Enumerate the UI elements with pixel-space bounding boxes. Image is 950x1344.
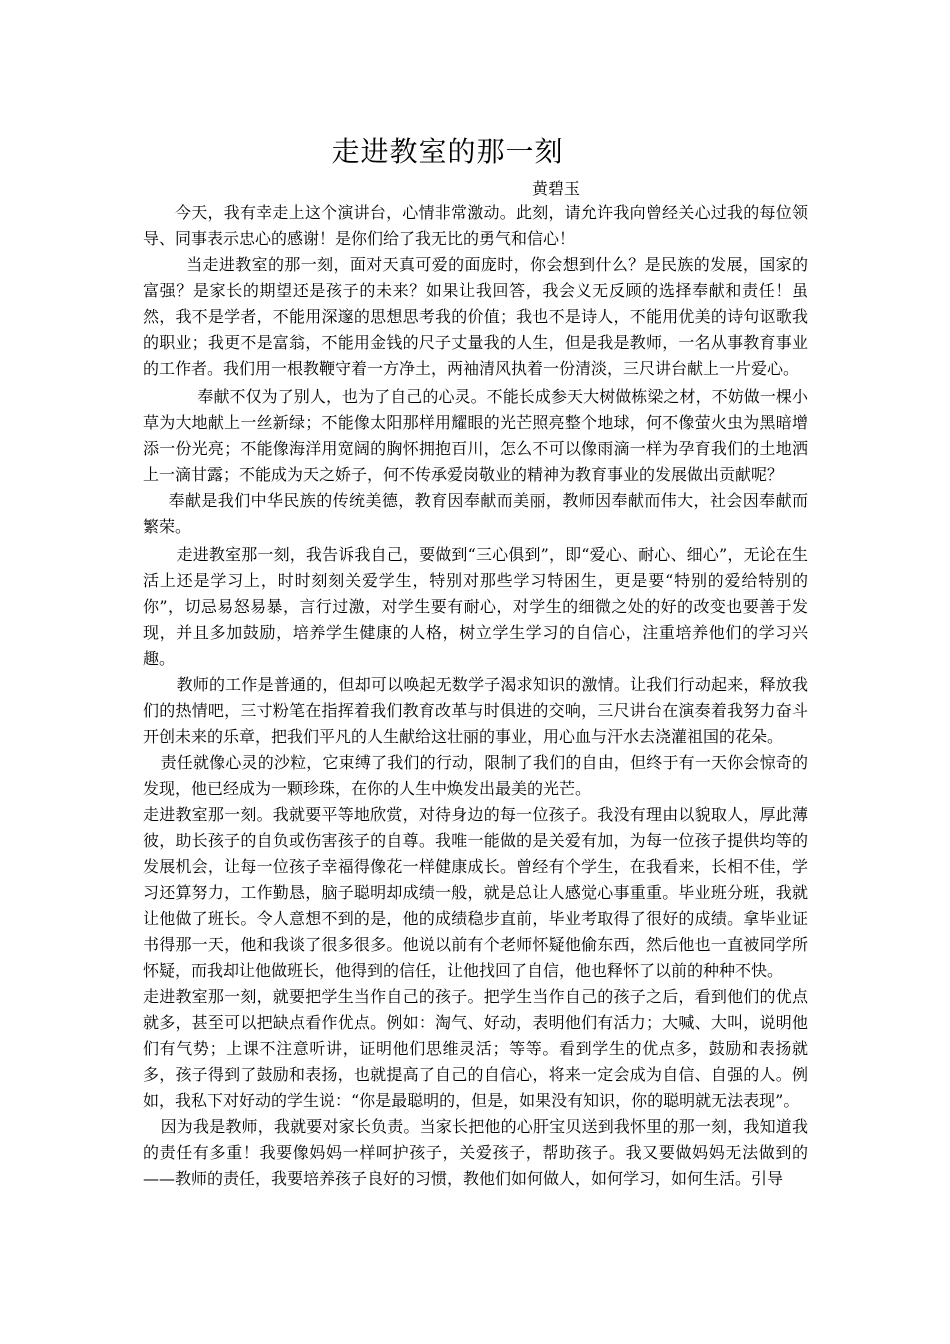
paragraph-9: 走进教室那一刻，就要把学生当作自己的孩子。把学生当作自己的孩子之后，看到他们的优点就多，甚至可以把缺点看作优点。例如：淘气、好动，表明他们有活力；大喊、大叫，说明他们有气势；上课不注意听讲，证明他们思维灵活；等等。看到学生的优点多，鼓励和表扬就多，孩子得到了鼓励和表扬，也就提高了自己的自信心，将来一定会成为自信、自强的人。例如，我私下对好动的学生说：“你是最聪明的，但是，如果没有知识，你的聪明就无法表现”。	[143, 987, 808, 1110]
author-name: 黄碧玉	[532, 179, 581, 198]
paragraph-3: 奉献不仅为了别人，也为了自己的心灵。不能长成参天大树做栋梁之材，不妨做一棵小草为大地献上一丝新绿；不能像太阳那样用耀眼的光芒照亮整个地球，何不像萤火虫为黑暗增添一份光亮；不能像海洋用宽阔的胸怀拥抱百川，怎么不可以像雨滴一样为孕育我们的土地洒上一滴甘露；不能成为天之娇子，何不传承爱岗敬业的精神为教育事业的发展做出贡献呢？	[143, 387, 808, 484]
document-body	[143, 200, 808, 1192]
paragraph-6: 教师的工作是普通的，但却可以唤起无数学子渴求知识的激情。让我们行动起来，释放我们的热情吧，三寸粉笔在指挥着我们教育改革与时俱进的交响，三尺讲台在演奏着我努力奋斗开创未来的乐章，把我们平凡的人生献给这壮丽的事业，用心血与汗水去浇灌祖国的花朵。	[143, 675, 808, 746]
paragraph-4: 奉献是我们中华民族的传统美德，教育因奉献而美丽，教师因奉献而伟大，社会因奉献而繁荣。	[143, 491, 808, 536]
paragraph-2: 当走进教室的那一刻，面对天真可爱的面庞时，你会想到什么？是民族的发展，国家的富强？是家长的期望还是孩子的未来？如果让我回答，我会义无反顾的选择奉献和责任！虽然，我不是学者，不能用深邃的思想思考我的价值；我也不是诗人，不能用优美的诗句讴歌我的职业；我更不是富翁，不能用金钱的尺子丈量我的人生，但是我是教师，一名从事教育事业的工作者。我们用一根教鞭守着一方净土，两袖清风执着一份清淡，三尺讲台献上一片爱心。	[143, 255, 808, 378]
document-title: 走进教室的那一刻	[331, 135, 564, 168]
paragraph-5: 走进教室那一刻，我告诉我自己，要做到“三心俱到”，即“爱心、耐心、细心”，无论在生活上还是学习上，时时刻刻关爱学生，特别对那些学习特困生，更是要“特别的爱给特别的你”，切忌易怒易暴，言行过激，对学生要有耐心，对学生的细微之处的好的改变也要善于发现，并且多加鼓励，培养学生健康的人格，树立学生学习的自信心，注重培养他们的学习兴趣。	[143, 545, 808, 668]
paragraph-10: 因为我是教师，我就要对家长负责。当家长把他的心肝宝贝送到我怀里的那一刻，我知道我的责任有多重！我要像妈妈一样呵护孩子，关爱孩子，帮助孩子。我又要做妈妈无法做到的——教师的责任，我要培养孩子良好的习惯，教他们如何做人，如何学习，如何生活。引导	[143, 1117, 808, 1188]
paragraph-7: 责任就像心灵的沙粒，它束缚了我们的行动，限制了我们的自由，但终于有一天你会惊奇的发现，他已经成为一颗珍珠，在你的人生中焕发出最美的光芒。	[143, 753, 808, 798]
paragraph-1: 今天，我有幸走上这个演讲台，心情非常激动。此刻，请允许我向曾经关心过我的每位领导、同事表示忠心的感谢！是你们给了我无比的勇气和信心！	[143, 203, 808, 248]
paragraph-8: 走进教室那一刻。我就要平等地欣赏，对待身边的每一位孩子。我没有理由以貌取人，厚此薄彼，助长孩子的自负或伤害孩子的自尊。我唯一能做的是关爱有加，为每一位孩子提供均等的发展机会，让每一位孩子幸福得像花一样健康成长。曾经有个学生，在我看来，长相不佳，学习还算努力，工作勤恳，脑子聪明却成绩一般，就是总让人感觉心事重重。毕业班分班，我就让他做了班长。令人意想不到的是，他的成绩稳步直前，毕业考取得了很好的成绩。拿毕业证书得那一天，他和我谈了很多很多。他说以前有个老师怀疑他偷东西，然后他也一直被同学所怀疑，而我却让他做班长，他得到的信任，让他找回了自信，他也释怀了以前的种种不快。	[143, 805, 808, 980]
